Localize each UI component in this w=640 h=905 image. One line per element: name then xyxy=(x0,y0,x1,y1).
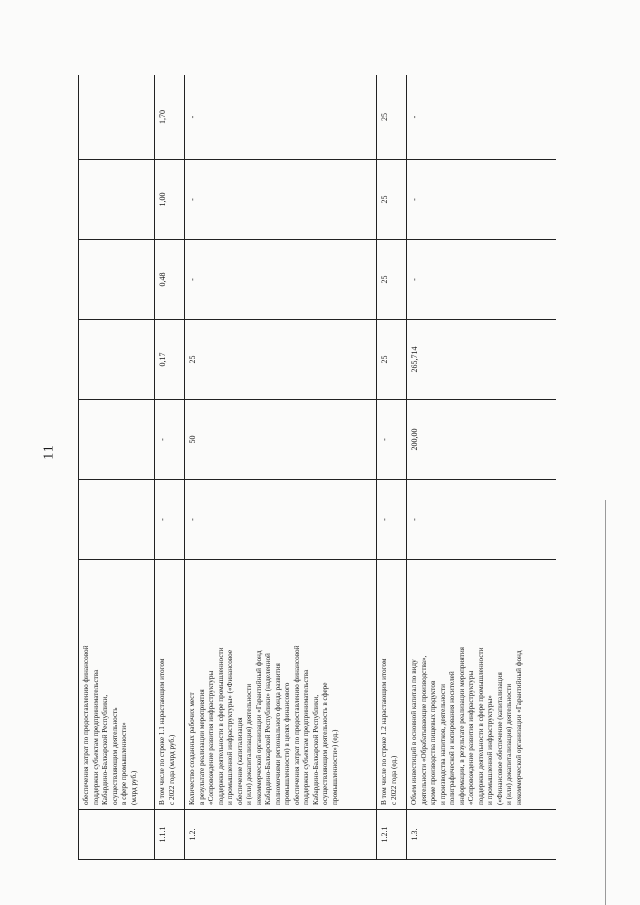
value-cell: 200,00 xyxy=(407,400,557,480)
value-cell: 25 xyxy=(377,75,407,160)
table-frame xyxy=(78,75,556,860)
value-cell: - xyxy=(407,240,557,320)
row-number xyxy=(79,810,155,860)
value-cell: 0,17 xyxy=(155,320,185,400)
row-description: Объем инвестиций в основной капитал по виду деятельности «Обрабатывающие производства», кроме производства пищевых продуктов и производства напитков, деятельности полиграфической и копирования носителей информации, в результате реализации мероприятия «Сопровождение развития инфраструктуры поддержки деятельности в сфере промышленности и промышленной инфраструктуры» («Финансовое обеспечение (капитализация и (или) докапитализация) деятельности некоммерческой организации «Гарантийный фонд xyxy=(407,560,557,810)
row-number: 1.1.1 xyxy=(155,810,185,860)
value-cell xyxy=(79,160,155,240)
value-cell xyxy=(79,240,155,320)
table-row xyxy=(79,75,155,860)
scan-edge-line xyxy=(605,500,606,905)
value-cell: - xyxy=(185,480,377,560)
value-cell: 25 xyxy=(185,320,377,400)
table-row xyxy=(407,75,557,860)
row-description: В том числе по строке 1.1 нарастающим итогом с 2022 года (млрд руб.) xyxy=(155,560,185,810)
value-cell xyxy=(79,400,155,480)
row-number: 1.3. xyxy=(407,810,557,860)
table-row xyxy=(155,75,185,860)
value-cell: - xyxy=(377,400,407,480)
value-cell: 25 xyxy=(377,160,407,240)
value-cell: - xyxy=(185,160,377,240)
table-row xyxy=(185,75,377,860)
value-cell: - xyxy=(185,75,377,160)
value-cell: 25 xyxy=(377,320,407,400)
value-cell xyxy=(79,480,155,560)
row-description: Количество созданных рабочих мест в результате реализации мероприятия «Сопровождение развития инфраструктуры поддержки деятельности в сфере промышленности и промышленной инфраструктуры» («Финансовое обеспечение (капитализация и (или) докапитализация) деятельности некоммерческой организации «Гарантийный фонд Кабардино-Балкарской Республики» (наделенной полномочиями регионального фонда развития промышленности) в целях финансового обеспечения затрат по предоставлению финансовой поддержки субъектам предпринимательства Кабардино-Балкарской Республики, осуществляющим деятельность в сфере промышленности») (ед.) xyxy=(185,560,377,810)
value-cell: 0,48 xyxy=(155,240,185,320)
rotated-table-container xyxy=(78,75,556,860)
table-row xyxy=(377,75,407,860)
value-cell: - xyxy=(407,160,557,240)
value-cell: 25 xyxy=(377,240,407,320)
page-number: 11 xyxy=(41,444,57,460)
value-cell: 1,70 xyxy=(155,75,185,160)
row-number: 1.2. xyxy=(185,810,377,860)
row-description: В том числе по строке 1.2 нарастающим итогом с 2022 года (ед.) xyxy=(377,560,407,810)
value-cell xyxy=(79,320,155,400)
value-cell: - xyxy=(155,400,185,480)
value-cell: 50 xyxy=(185,400,377,480)
row-number: 1.2.1 xyxy=(377,810,407,860)
row-description: обеспечения затрат по предоставлению финансовой поддержки субъектам предпринимательства Кабардино-Балкарской Республики, осуществляющим деятельность в сфере промышленности» (млрд руб.) xyxy=(79,560,155,810)
value-cell: 1,00 xyxy=(155,160,185,240)
value-cell: - xyxy=(407,480,557,560)
value-cell: - xyxy=(185,240,377,320)
value-cell: - xyxy=(407,75,557,160)
value-cell: 265,714 xyxy=(407,320,557,400)
indicators-table xyxy=(78,75,556,860)
value-cell xyxy=(79,75,155,160)
value-cell: - xyxy=(377,480,407,560)
value-cell: - xyxy=(155,480,185,560)
